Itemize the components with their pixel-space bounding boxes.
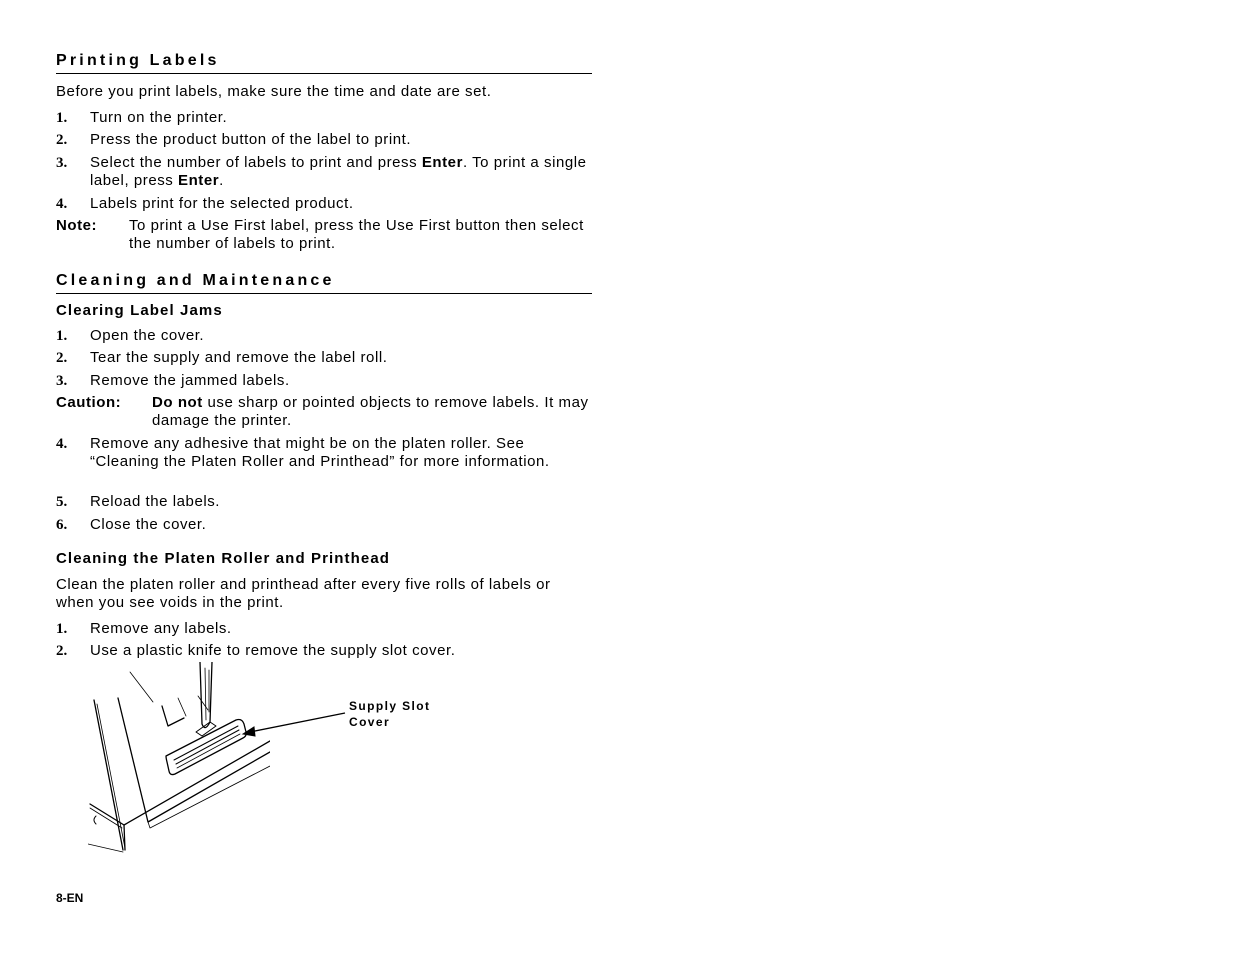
callout-arrow (240, 708, 350, 738)
platen-steps (56, 620, 592, 660)
list-item (56, 435, 592, 493)
printing-intro: Before you print labels, make sure the time and date are set. (56, 83, 492, 100)
note (56, 217, 592, 253)
section-heading-printing-labels: Printing Labels (56, 50, 592, 74)
caution (56, 394, 592, 435)
step-number: 2. (56, 643, 68, 659)
list-item (56, 372, 592, 394)
jams-steps (56, 327, 592, 534)
step-text: Tear the supply and remove the label roll. (90, 349, 388, 366)
step-number: 1. (56, 110, 68, 126)
section-heading-cleaning: Cleaning and Maintenance (56, 270, 592, 294)
list-item (56, 620, 592, 642)
step-number: 1. (56, 621, 68, 637)
page-number: 8-EN (56, 891, 84, 905)
list-item (56, 642, 592, 660)
step-number: 2. (56, 350, 68, 366)
step-number: 4. (56, 196, 68, 212)
caution-label: Caution: (56, 394, 122, 411)
step-text: Close the cover. (90, 516, 207, 533)
step-text: Remove the jammed labels. (90, 372, 290, 389)
callout-line: Supply Slot (349, 699, 431, 713)
list-item (56, 109, 592, 131)
list-item (56, 516, 592, 534)
step-text: Open the cover. (90, 327, 205, 344)
step-text: Press the product button of the label to print. (90, 131, 412, 148)
callout-line: Cover (349, 715, 391, 729)
step-text: Labels print for the selected product. (90, 195, 354, 212)
list-item (56, 327, 592, 349)
subheading-clearing-label-jams: Clearing Label Jams (56, 302, 223, 319)
step-number: 6. (56, 517, 68, 533)
step-text: Remove any labels. (90, 620, 232, 637)
step-number: 3. (56, 155, 68, 171)
list-item (56, 349, 592, 372)
page-content (56, 50, 592, 660)
step-text: Use a plastic knife to remove the supply slot cover. (90, 642, 456, 659)
platen-intro: Clean the platen roller and printhead after every five rolls of labels or when you see voids in the print. (56, 576, 551, 611)
list-item (56, 154, 592, 195)
step-number: 3. (56, 373, 68, 389)
list-item (56, 493, 592, 516)
step-text: Remove any adhesive that might be on the platen roller. See “Cleaning the Platen Roller and Printhead” for more information. (90, 435, 550, 470)
supply-slot-illustration (88, 662, 270, 854)
note-text: To print a Use First label, press the Use First button then select the number of labels to print. (129, 217, 584, 252)
step-text: Select the number of labels to print and press Enter. To print a single label, press Enter. (90, 154, 587, 189)
step-number: 1. (56, 328, 68, 344)
caution-text: Do not use sharp or pointed objects to remove labels. It may damage the printer. (152, 394, 589, 429)
subheading-cleaning-platen: Cleaning the Platen Roller and Printhead (56, 550, 391, 567)
note-label: Note: (56, 217, 98, 234)
step-text: Turn on the printer. (90, 109, 228, 126)
list-item (56, 131, 592, 154)
step-number: 2. (56, 132, 68, 148)
step-number: 4. (56, 436, 68, 452)
callout-label (349, 698, 430, 730)
step-number: 5. (56, 494, 68, 510)
printing-steps (56, 109, 592, 253)
list-item (56, 195, 592, 217)
step-text: Reload the labels. (90, 493, 220, 510)
